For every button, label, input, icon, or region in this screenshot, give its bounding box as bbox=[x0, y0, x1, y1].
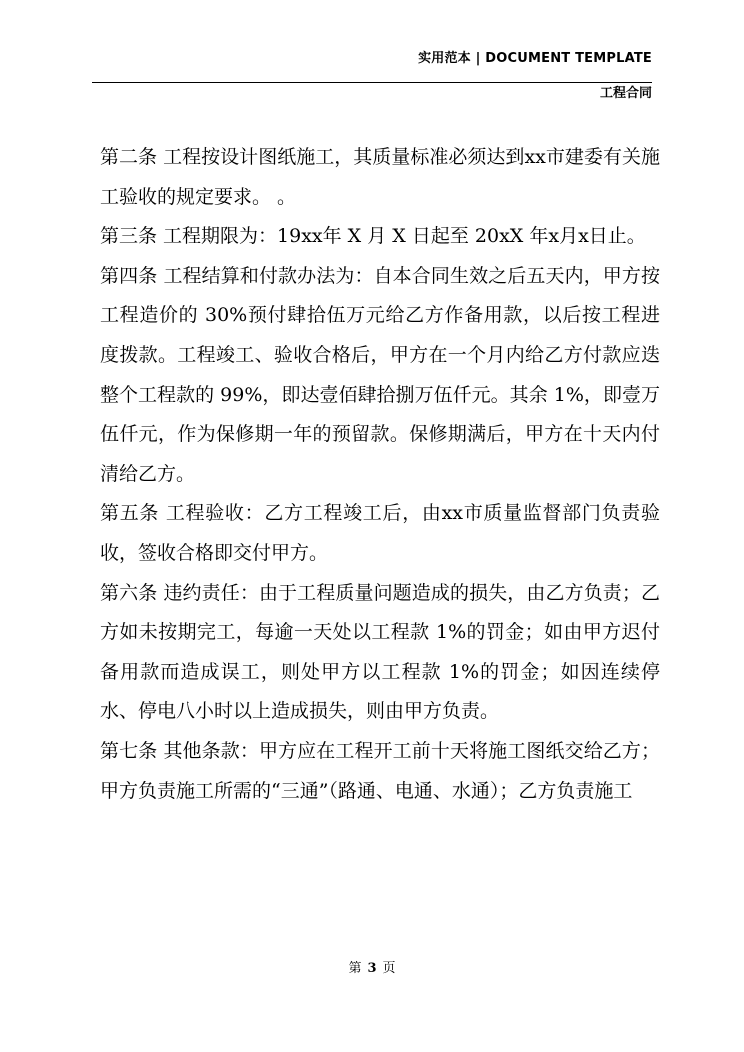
clause-2-paragraph: 第二条 工程按设计图纸施工，其质量标准必须达到xx市建委有关施工验收的规定要求。 。 bbox=[100, 146, 660, 208]
page-number-suffix: 页 bbox=[382, 961, 396, 976]
clause-5-paragraph: 第五条 工程验收：乙方工程竣工后，由xx市质量监督部门负责验收，签收合格即交付甲方。 bbox=[100, 502, 660, 564]
clause-6-paragraph: 第六条 违约责任：由于工程质量问题造成的损失，由乙方负责；乙方如未按期完工，每逾一天处以工程款 1%的罚金；如由甲方迟付备用款而造成误工，则处甲方以工程款 1%的罚金；如因连续停水、停电八小时以上造成损失，则由甲方负责。 bbox=[100, 581, 660, 723]
clause-7-paragraph: 第七条 其他条款：甲方应在工程开工前十天将施工图纸交给乙方；甲方负责施工所需的“三通”（路通、电通、水通）；乙方负责施工 bbox=[100, 739, 660, 802]
header-section-title: 工程合同 bbox=[599, 86, 652, 101]
page-header bbox=[92, 50, 652, 103]
page-number: 3 bbox=[367, 961, 377, 976]
contract-body bbox=[100, 138, 660, 811]
header-document-template-label: 实用范本 | DOCUMENT TEMPLATE bbox=[418, 51, 652, 66]
page-footer bbox=[0, 960, 744, 978]
page-number-prefix: 第 bbox=[348, 961, 362, 976]
clause-4-paragraph: 第四条 工程结算和付款办法为：自本合同生效之后五天内，甲方按工程造价的 30%预付肆拾伍万元给乙方作备用款，以后按工程进度拨款。工程竣工、验收合格后，甲方在一个月内给乙方付款应迭整个工程款的 99%，即达壹佰肆拾捌万伍仟元。其余 1%，即壹万伍仟元，作为保修期一年的预留款。保修期满后，甲方在十天内付清给乙方。 bbox=[100, 264, 660, 485]
header-divider bbox=[92, 82, 652, 83]
clause-3-paragraph: 第三条 工程期限为：19xx年 X 月 X 日起至 20xX 年x月x日止。 bbox=[100, 225, 646, 248]
